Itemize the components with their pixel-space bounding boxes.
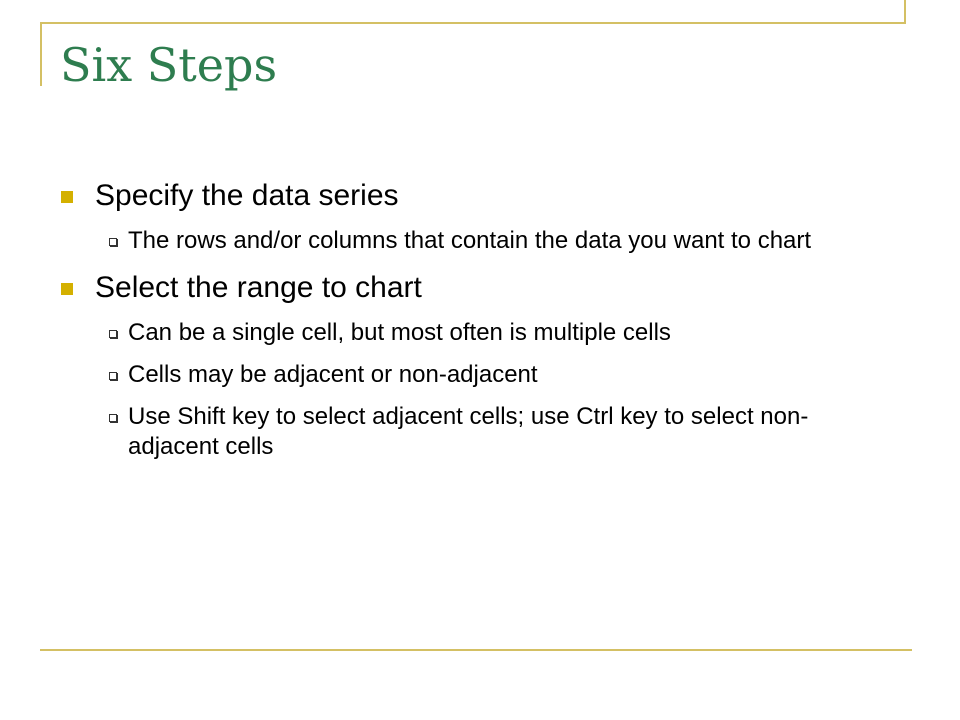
bullet-text: Select the range to chart bbox=[95, 271, 422, 304]
sub-bullet-point bbox=[60, 226, 860, 256]
hollow-square-bullet-icon bbox=[109, 238, 117, 246]
sub-bullet-text: Cells may be adjacent or non-adjacent bbox=[128, 361, 538, 388]
hollow-square-bullet-icon bbox=[109, 414, 117, 422]
hollow-square-bullet-icon bbox=[109, 330, 117, 338]
hollow-square-bullet-icon bbox=[109, 372, 117, 380]
sub-bullet-text: The rows and/or columns that contain the data you want to chart bbox=[128, 227, 812, 254]
sub-bullet-point bbox=[60, 360, 860, 390]
sub-bullet-point bbox=[60, 402, 860, 462]
sub-bullet-text: Use Shift key to select adjacent cells; use Ctrl key to select non-adjacent cells bbox=[128, 403, 809, 460]
top-rule bbox=[40, 22, 906, 24]
bottom-rule bbox=[40, 649, 912, 651]
square-bullet-icon bbox=[61, 191, 73, 203]
left-rule bbox=[40, 22, 42, 86]
bullet-text: Specify the data series bbox=[95, 179, 399, 212]
bullet-point bbox=[60, 270, 860, 306]
slide-title: Six Steps bbox=[60, 38, 278, 92]
right-rule bbox=[904, 0, 906, 24]
bullet-point bbox=[60, 178, 860, 214]
square-bullet-icon bbox=[61, 283, 73, 295]
sub-bullet-text: Can be a single cell, but most often is multiple cells bbox=[128, 319, 671, 346]
sub-bullet-point bbox=[60, 318, 860, 348]
slide-body bbox=[60, 178, 860, 462]
